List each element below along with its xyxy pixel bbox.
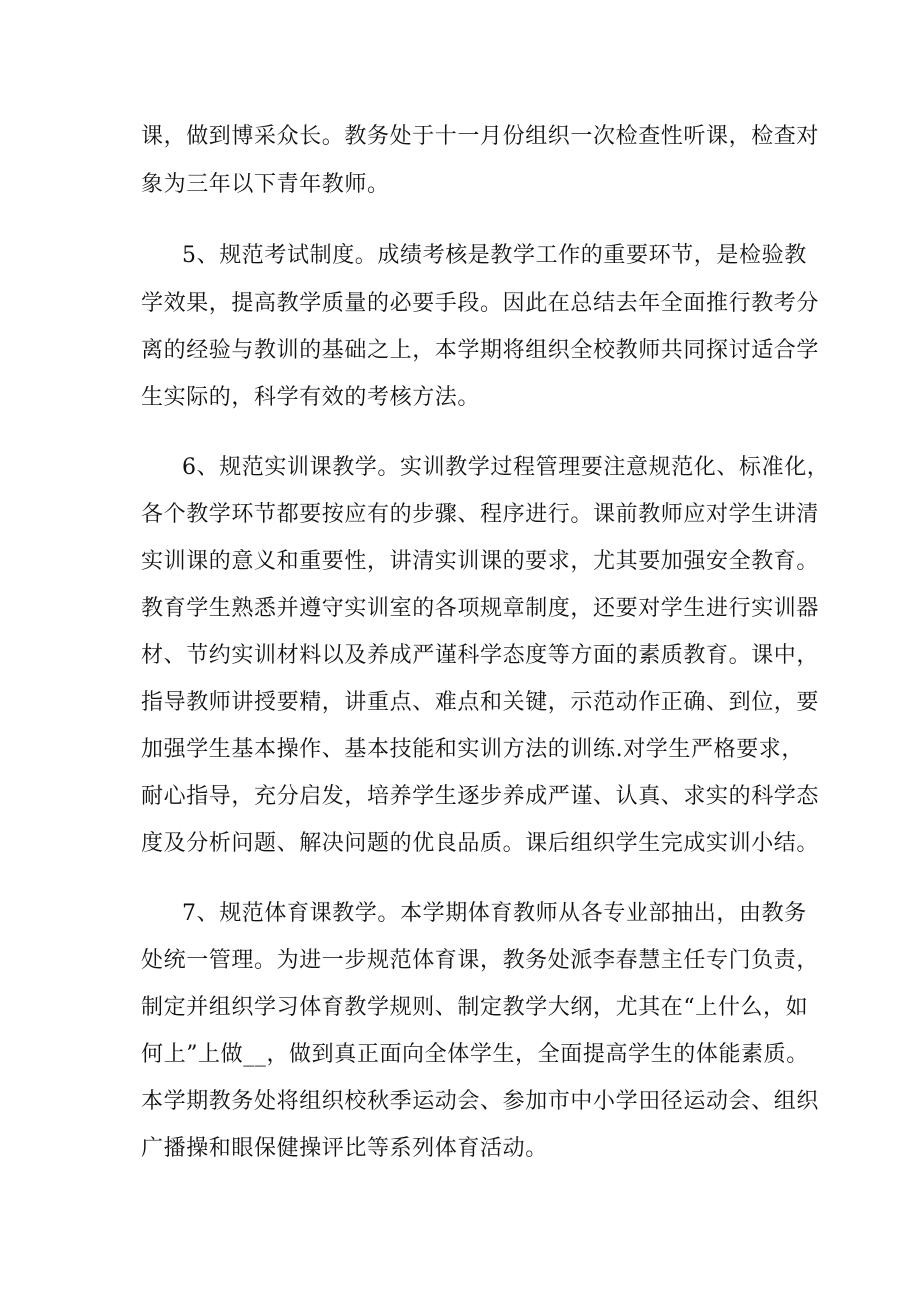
paragraph-line: 耐心指导，充分启发，培养学生逐步养成严谨、认真、求实的科学态 <box>141 784 820 809</box>
paragraph-line: 学效果，提高教学质量的必要手段。因此在总结去年全面推行教考分 <box>141 291 820 316</box>
paragraph-line: 6、规范实训课教学。实训教学过程管理要注意规范化、标准化， <box>182 455 830 480</box>
paragraph-line: 教育学生熟悉并遵守实训室的各项规章制度，还要对学生进行实训器 <box>141 596 820 621</box>
paragraph-line: 材、节约实训材料以及养成严谨科学态度等方面的素质教育。课中， <box>141 643 820 668</box>
paragraph-line: 本学期教务处将组织校秋季运动会、参加市中小学田径运动会、组织 <box>141 1089 820 1114</box>
paragraph-line: 各个教学环节都要按应有的步骤、程序进行。课前教师应对学生讲清 <box>141 502 820 527</box>
paragraph-line: 广播操和眼保健操评比等系列体育活动。 <box>141 1136 548 1161</box>
paragraph-line: 何上”上做__，做到真正面向全体学生，全面提高学生的体能素质。 <box>141 1042 809 1067</box>
paragraph-line: 7、规范体育课教学。本学期体育教师从各专业部抽出，由教务 <box>182 901 807 926</box>
paragraph-line: 指导教师讲授要精，讲重点、难点和关键，示范动作正确、到位，要 <box>141 690 820 715</box>
paragraph-line: 课，做到博采众长。教务处于十一月份组织一次检查性听课，检查对 <box>141 124 820 149</box>
paragraph-line: 离的经验与教训的基础之上，本学期将组织全校教师共同探讨适合学 <box>141 338 820 363</box>
paragraph-line: 实训课的意义和重要性，讲清实训课的要求，尤其要加强安全教育。 <box>141 549 820 574</box>
paragraph-line: 加强学生基本操作、基本技能和实训方法的训练.对学生严格要求， <box>141 737 804 762</box>
paragraph-line: 生实际的，科学有效的考核方法。 <box>141 385 481 410</box>
paragraph-line: 象为三年以下青年教师。 <box>141 172 390 197</box>
paragraph-line: 制定并组织学习体育教学规则、制定教学大纲，尤其在“上什么，如 <box>141 995 809 1020</box>
paragraph-line: 度及分析问题、解决问题的优良品质。课后组织学生完成实训小结。 <box>141 831 820 856</box>
paragraph-line: 5、规范考试制度。成绩考核是教学工作的重要环节，是检验教 <box>182 243 807 268</box>
paragraph-line: 处统一管理。为进一步规范体育课，教务处派李春慧主任专门负责， <box>141 948 820 973</box>
